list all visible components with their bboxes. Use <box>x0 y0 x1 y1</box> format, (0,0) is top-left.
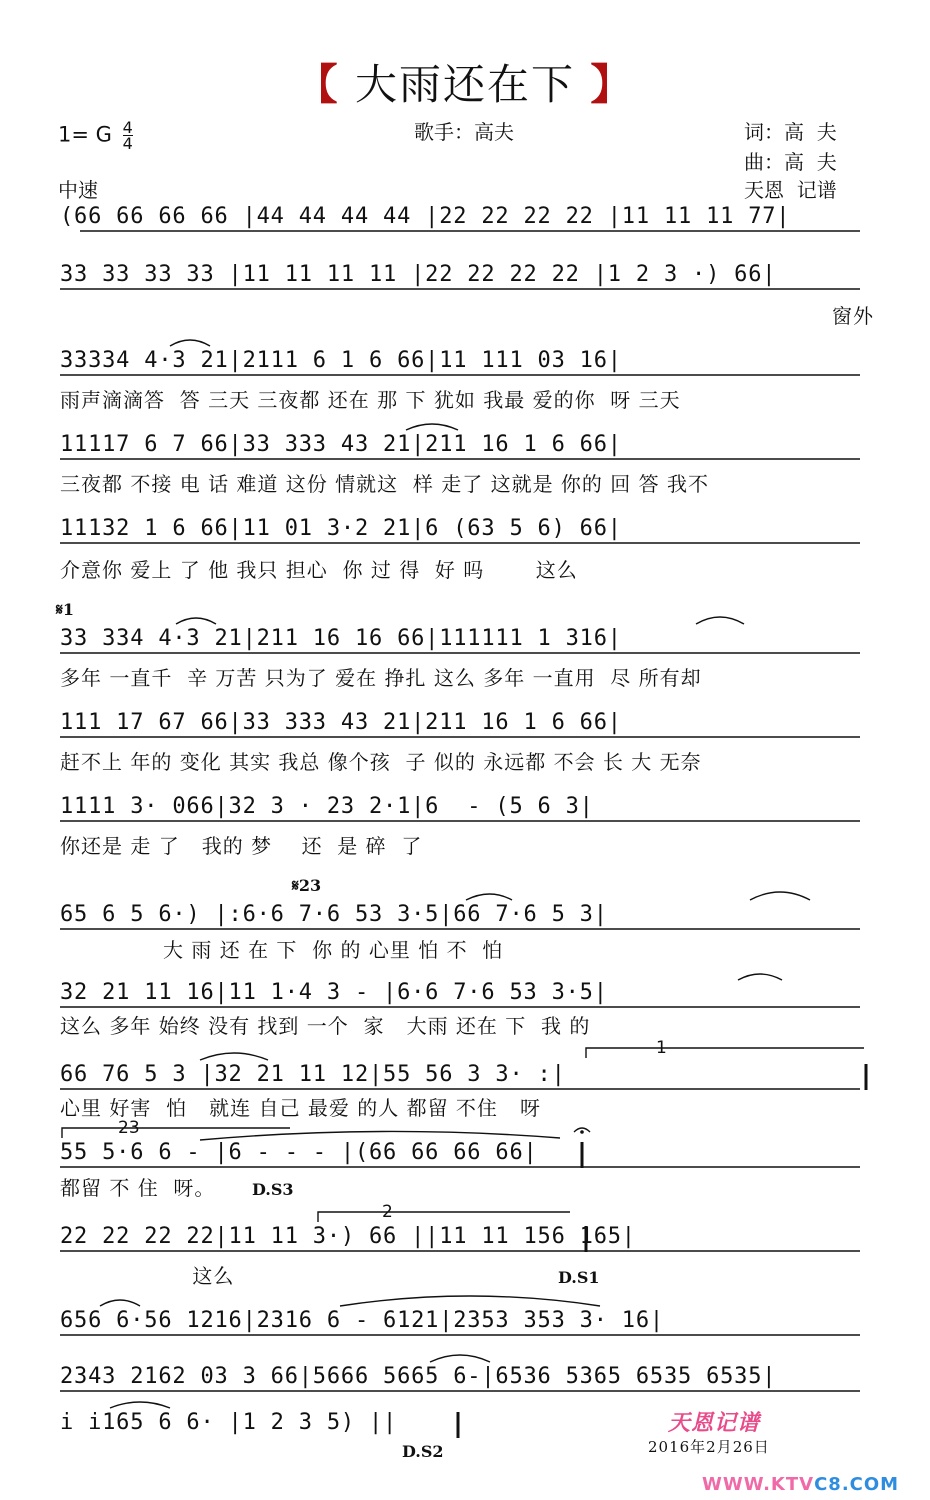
transcriber-label: 天恩 记谱 <box>744 178 837 202</box>
score-row-lyrics: 这么 多年 始终 没有 找到 一个 家 大雨 还在 下 我 的 <box>60 1014 591 1038</box>
tempo-label: 中速 <box>58 178 98 202</box>
score-row-lyrics: 三夜都 不接 电 话 难道 这份 情就这 样 走了 这就是 你的 回 答 我不 <box>60 472 710 496</box>
volta-23-label: 23 <box>118 1118 140 1138</box>
score-row-notes: 1111 3· 066|32 3 · 23 2·1|6 - (5 6 3| <box>60 794 594 819</box>
score-row-notes: 22 22 22 22|11 11 3·) 66 ||11 11 156 165| <box>60 1224 636 1249</box>
score-row-notes: 32 21 11 16|11 1·4 3 - |6·6 7·6 53 3·5| <box>60 980 608 1005</box>
score-row-notes: 33334 4·3 21|2111 6 1 6 66|11 111 03 16| <box>60 348 622 373</box>
transcriber-stamp: 天恩记谱 <box>668 1410 761 1436</box>
site-url-part-a: WWW.KTV <box>702 1474 815 1495</box>
time-top: 4 <box>122 118 133 137</box>
score-row-lyrics: 心里 好害 怕 就连 自己 最爱 的人 都留 不住 呀 <box>60 1096 542 1120</box>
score-row-lyrics: 都留 不 住 呀。 <box>60 1176 216 1200</box>
time-bottom: 4 <box>122 134 133 153</box>
score-row-notes: (66 66 66 66 |44 44 44 44 |22 22 22 22 |11 11 11 77| <box>60 204 791 229</box>
score-row-notes: 111 17 67 66|33 333 43 21|211 16 1 6 66| <box>60 710 622 735</box>
score-row-lyrics: 大 雨 还 在 下 你 的 心里 怕 不 怕 <box>60 938 504 962</box>
score-row-lyrics: 介意你 爱上 了 他 我只 担心 你 过 得 好 吗 这么 <box>60 558 578 582</box>
score-row-notes: 2343 2162 03 3 66|5666 5665 6-|6536 5365 6535 6535| <box>60 1364 777 1389</box>
singer-label: 歌手：高夫 <box>414 120 514 144</box>
volta-1-label: 1 <box>656 1038 667 1058</box>
score-row-lyrics: 雨声滴滴答 答 三天 三夜都 还在 那 下 犹如 我最 爱的你 呀 三天 <box>60 388 681 412</box>
title-text: 大雨还在下 <box>354 60 575 109</box>
fermata-mark <box>574 1128 590 1134</box>
ds1-mark: D.S1 <box>558 1268 600 1287</box>
score-row-lyrics: 你还是 走 了 我的 梦 还 是 碎 了 <box>60 834 423 858</box>
volta-2-label: 2 <box>382 1202 393 1222</box>
score-row-lyrics: 多年 一直千 辛 万苦 只为了 爱在 挣扎 这么 多年 一直用 尽 所有却 <box>60 666 702 690</box>
score-row-notes: 55 5·6 6 - |6 - - - |(66 66 66 66| <box>60 1140 538 1165</box>
score-row-notes: 65 6 5 6·) |:6·6 7·6 53 3·5|66 7·6 5 3| <box>60 902 608 927</box>
transcription-date: 2016年2月26日 <box>648 1438 770 1456</box>
key-label: 1= G <box>58 122 112 147</box>
segno-1-mark: 𝄋1 <box>56 600 75 619</box>
score-row-notes: i i165 6 6· |1 2 3 5) || <box>60 1410 398 1435</box>
composer-label: 曲：高 夫 <box>744 150 837 174</box>
title-bracket-right: 】 <box>590 60 635 109</box>
score-row-notes: 66 76 5 3 |32 21 11 12|55 56 3 3· :| <box>60 1062 566 1087</box>
score-row-notes: 656 6·56 1216|2316 6 - 6121|2353 353 3· 16| <box>60 1308 664 1333</box>
score-row-lyrics: 窗外 <box>832 304 874 328</box>
title-bracket-left: 【 <box>295 60 340 109</box>
ds2-mark: D.S2 <box>402 1442 444 1461</box>
score-row-notes: 11132 1 6 66|11 01 3·2 21|6 (63 5 6) 66| <box>60 516 622 541</box>
score-row-notes: 33 334 4·3 21|211 16 16 66|111111 1 316| <box>60 626 622 651</box>
score-row-notes: 11117 6 7 66|33 333 43 21|211 16 1 6 66| <box>60 432 622 457</box>
volta-brackets <box>62 1048 864 1222</box>
score-row-lyrics: 赶不上 年的 变化 其实 我总 像个孩 子 似的 永远都 不会 长 大 无奈 <box>60 750 702 774</box>
ds3-mark: D.S3 <box>252 1180 294 1199</box>
slur-marks <box>100 340 810 1408</box>
site-url-part-b: C8.COM <box>814 1474 900 1495</box>
site-url <box>702 1474 899 1495</box>
segno-23-mark: 𝄋23 <box>292 876 322 895</box>
beam-lines <box>60 231 860 1391</box>
lyricist-label: 词：高 夫 <box>744 120 837 144</box>
score-row-notes: 33 33 33 33 |11 11 11 11 |22 22 22 22 |1 2 3 ·) 66| <box>60 262 777 287</box>
score-row-lyrics: 这么 <box>60 1264 235 1288</box>
